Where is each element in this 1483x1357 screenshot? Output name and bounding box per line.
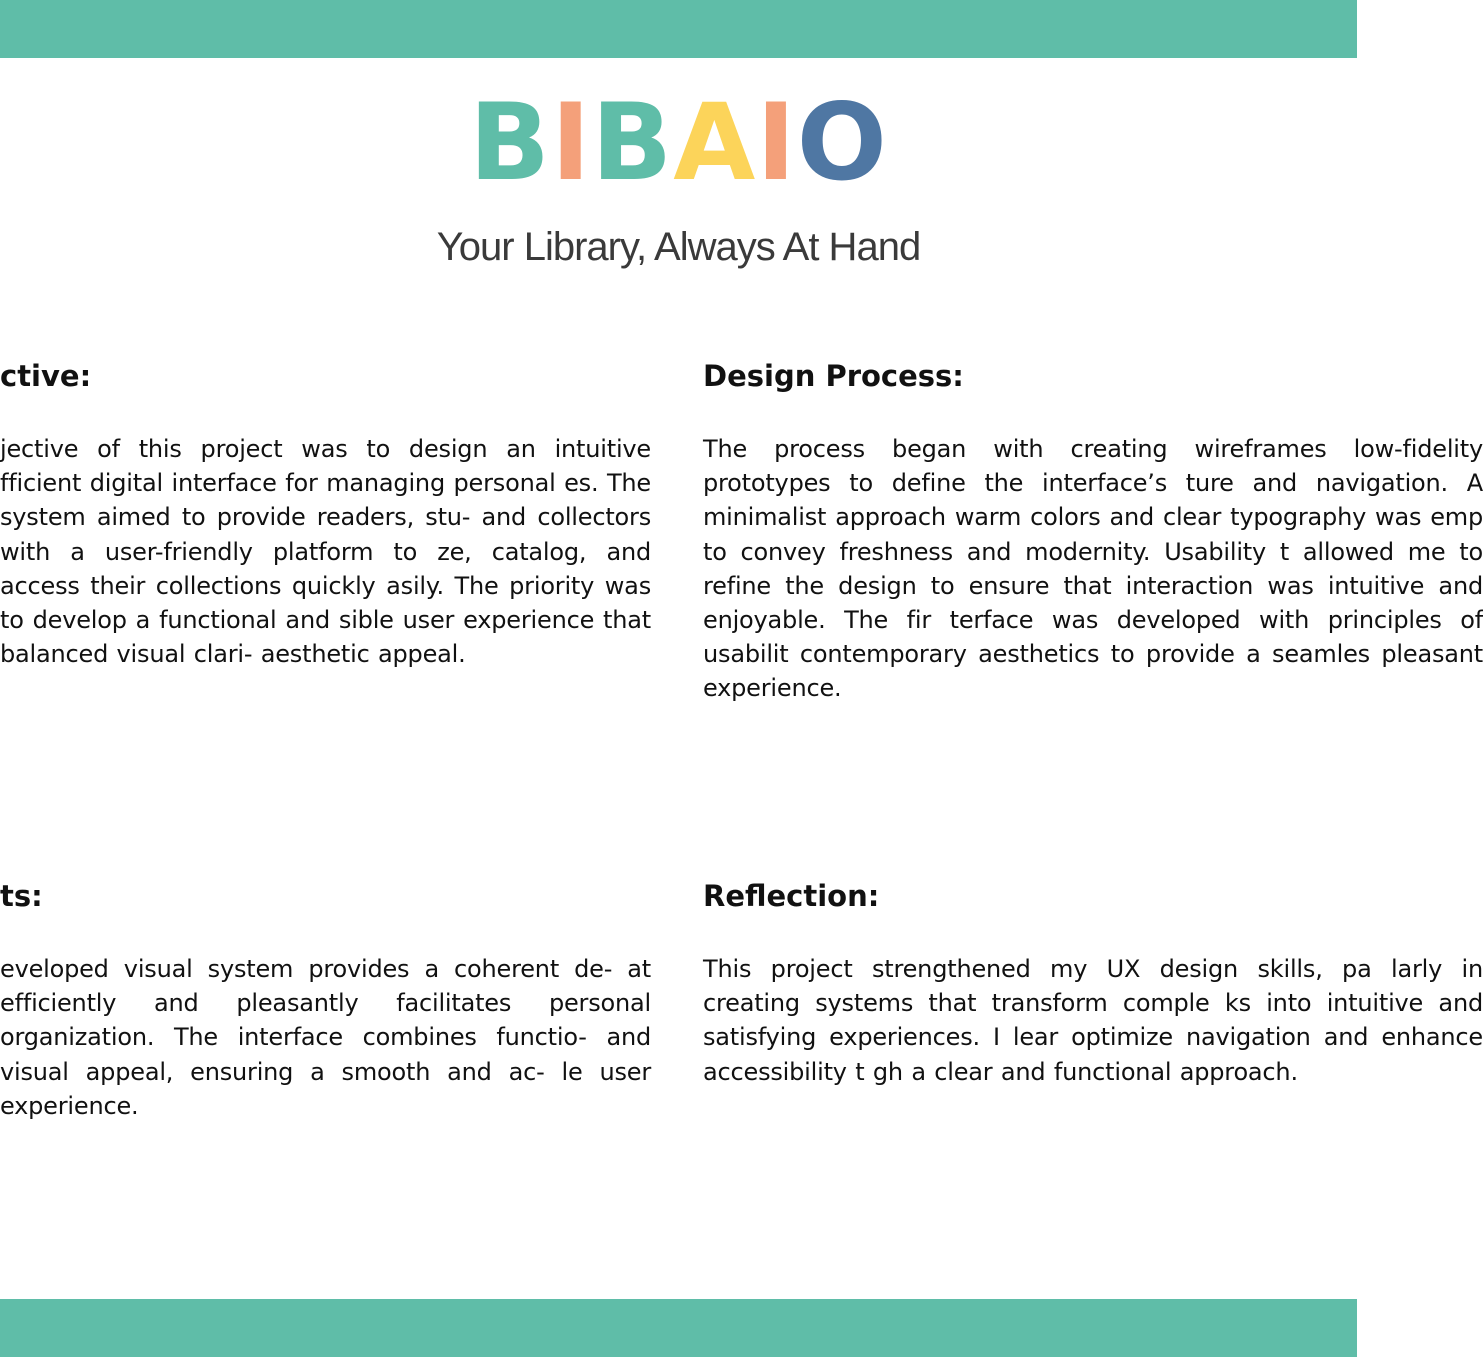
design-process-section <box>703 358 1483 706</box>
logo-letter: O <box>796 81 888 204</box>
reflection-heading: Reflection: <box>703 879 880 913</box>
bottom-color-bar <box>0 1299 1357 1357</box>
results-section <box>0 878 651 1123</box>
bibaio-logo <box>0 81 1357 204</box>
reflection-section <box>703 878 1483 1089</box>
logo-letter: I <box>756 81 797 204</box>
top-color-bar <box>0 0 1357 58</box>
tagline: Your Library, Always At Hand <box>436 225 921 269</box>
logo-letter: B <box>469 81 551 204</box>
logo-letter: A <box>673 81 757 204</box>
objective-section <box>0 358 651 671</box>
logo-letter: I <box>550 81 592 204</box>
reflection-body: This project strengthened my UX design skills, pa larly in creating systems that transform comple ks into intuitive and satisfying experiences. I lear optimize navigation and enhance accessibility t gh a clear and functional approach. <box>703 955 1483 1086</box>
design-process-heading: Design Process: <box>703 359 964 393</box>
logo-letter: B <box>591 81 674 204</box>
design-process-body: The process began with creating wireframes low-fidelity prototypes to define the interface’s ture and navigation. A minimalist approach warm colors and clear typography was emp to convey freshness and modernity. Usability t allowed me to refine the design to ensure that interaction was intuitive and enjoyable. The fir terface was developed with principles of usabilit contemporary aesthetics to provide a seamles pleasant experience. <box>703 435 1483 703</box>
objective-body: jective of this project was to design an intuitive fficient digital interface for managing personal es. The system aimed to provide readers, stu- and collectors with a user-friendly platform to ze, catalog, and access their collections quickly asily. The priority was to develop a functional and sible user experience that balanced visual clari- aesthetic appeal. <box>0 435 651 669</box>
results-body: eveloped visual system provides a coherent de- at efficiently and pleasantly facilitates personal organization. The interface combines functio- and visual appeal, ensuring a smooth and ac- le user experience. <box>0 955 651 1120</box>
objective-heading: ctive: <box>0 359 92 393</box>
results-heading: ts: <box>0 879 43 913</box>
